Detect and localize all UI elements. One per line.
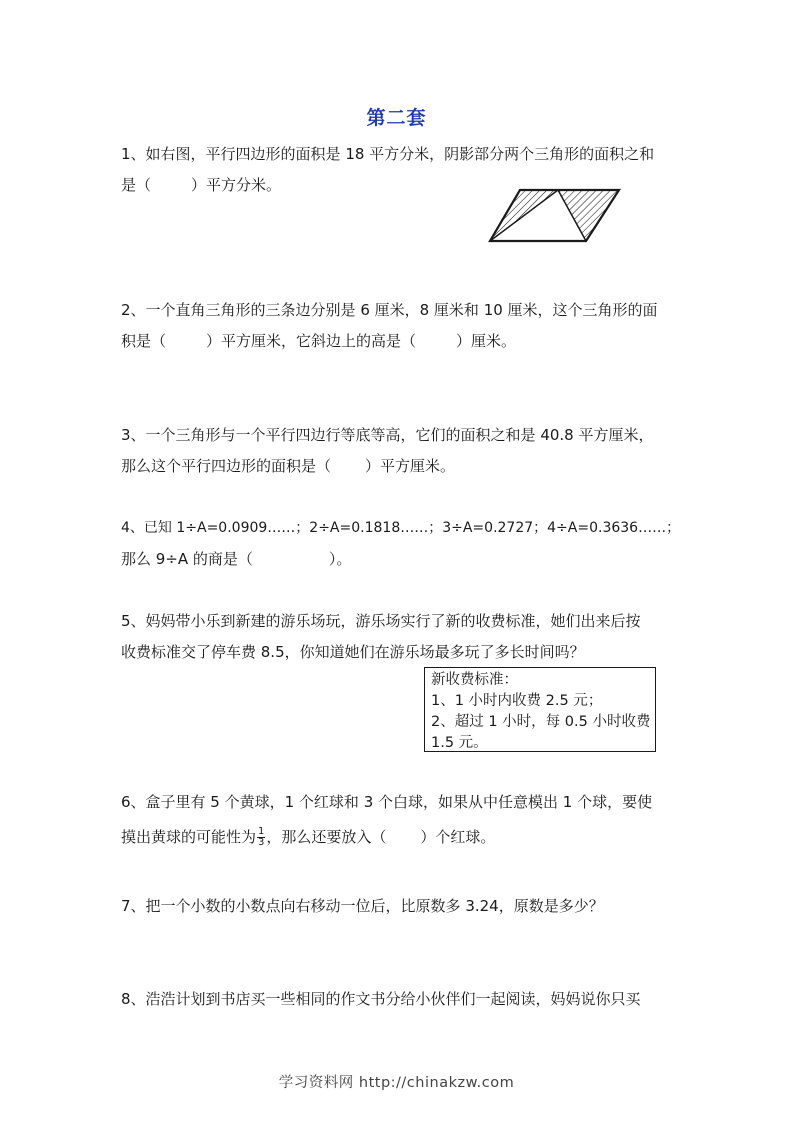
- shaded-triangle-left: [490, 190, 558, 241]
- footer-watermark: 学习资料网 http://chinakzw.com: [278, 1075, 515, 1091]
- fee-box-rule-2-cont: 1.5 元。: [431, 735, 488, 751]
- q4-text-a: 那么 9÷A 的商是（: [121, 550, 253, 568]
- q1-text-b: ）平方分米。: [191, 176, 282, 194]
- fee-standard-box: [424, 667, 656, 752]
- parallelogram-figure: [486, 187, 622, 244]
- q1-line1: 1、如右图，平行四边形的面积是 18 平方分米，阴影部分两个三角形的面积之和: [121, 145, 655, 163]
- probability-fraction: [257, 827, 265, 848]
- q5-line2: 收费标准交了停车费 8.5，你知道她们在游乐场最多玩了多长时间吗？: [121, 643, 585, 661]
- fraction-denominator: 3: [258, 837, 265, 848]
- q6-line2: [121, 827, 681, 848]
- shaded-triangle-right: [558, 190, 619, 241]
- q3-text-b: ）平方厘米。: [365, 457, 456, 475]
- q7-line1: 7、把一个小数的小数点向右移动一位后，比原数多 3.24，原数是多少？: [121, 897, 604, 915]
- q4-text-b: ）。: [328, 550, 352, 568]
- q6-text-c: ）个红球。: [420, 828, 496, 846]
- q4-line1: 4、已知 1÷A=0.0909……；2÷A=0.1818……；3÷A=0.2727；4÷A=0.3636……；: [121, 520, 681, 536]
- q5-line1: 5、妈妈带小乐到新建的游乐场玩，游乐场实行了新的收费标准，她们出来后按: [121, 612, 641, 630]
- q1-text-a: 是（: [121, 176, 152, 194]
- q6-line1: 6、盒子里有 5 个黄球，1 个红球和 3 个白球，如果从中任意模出 1 个球，要使: [121, 793, 653, 811]
- q2-text-a: 积是（: [121, 332, 167, 350]
- fee-box-rule-1: 1、1 小时内收费 2.5 元；: [431, 693, 603, 709]
- q3-line1: 3、一个三角形与一个平行四边行等底等高，它们的面积之和是 40.8 平方厘米，: [121, 426, 654, 444]
- q8-line1: 8、浩浩计划到书店买一些相同的作文书分给小伙伴们一起阅读，妈妈说你只买: [121, 990, 641, 1008]
- q2-line1: 2、一个直角三角形的三条边分别是 6 厘米，8 厘米和 10 厘米，这个三角形的面: [121, 301, 658, 319]
- q3-line2: [121, 456, 681, 476]
- q6-text-b: ，那么还要放入（: [266, 828, 387, 846]
- q2-line2: [121, 331, 681, 351]
- page-title: 第二套: [366, 107, 427, 129]
- q3-text-a: 那么这个平行四边形的面积是（: [121, 457, 332, 475]
- q6-text-a: 摸出黄球的可能性为: [121, 828, 257, 846]
- fee-box-rule-2: 2、超过 1 小时，每 0.5 小时收费: [431, 714, 651, 730]
- fee-box-heading: 新收费标准：: [431, 672, 518, 688]
- q4-line2: [121, 549, 681, 569]
- q2-text-b: ）平方厘米，它斜边上的高是（: [206, 332, 417, 350]
- fraction-numerator: 1: [258, 826, 265, 837]
- q2-text-c: ）厘米。: [456, 332, 517, 350]
